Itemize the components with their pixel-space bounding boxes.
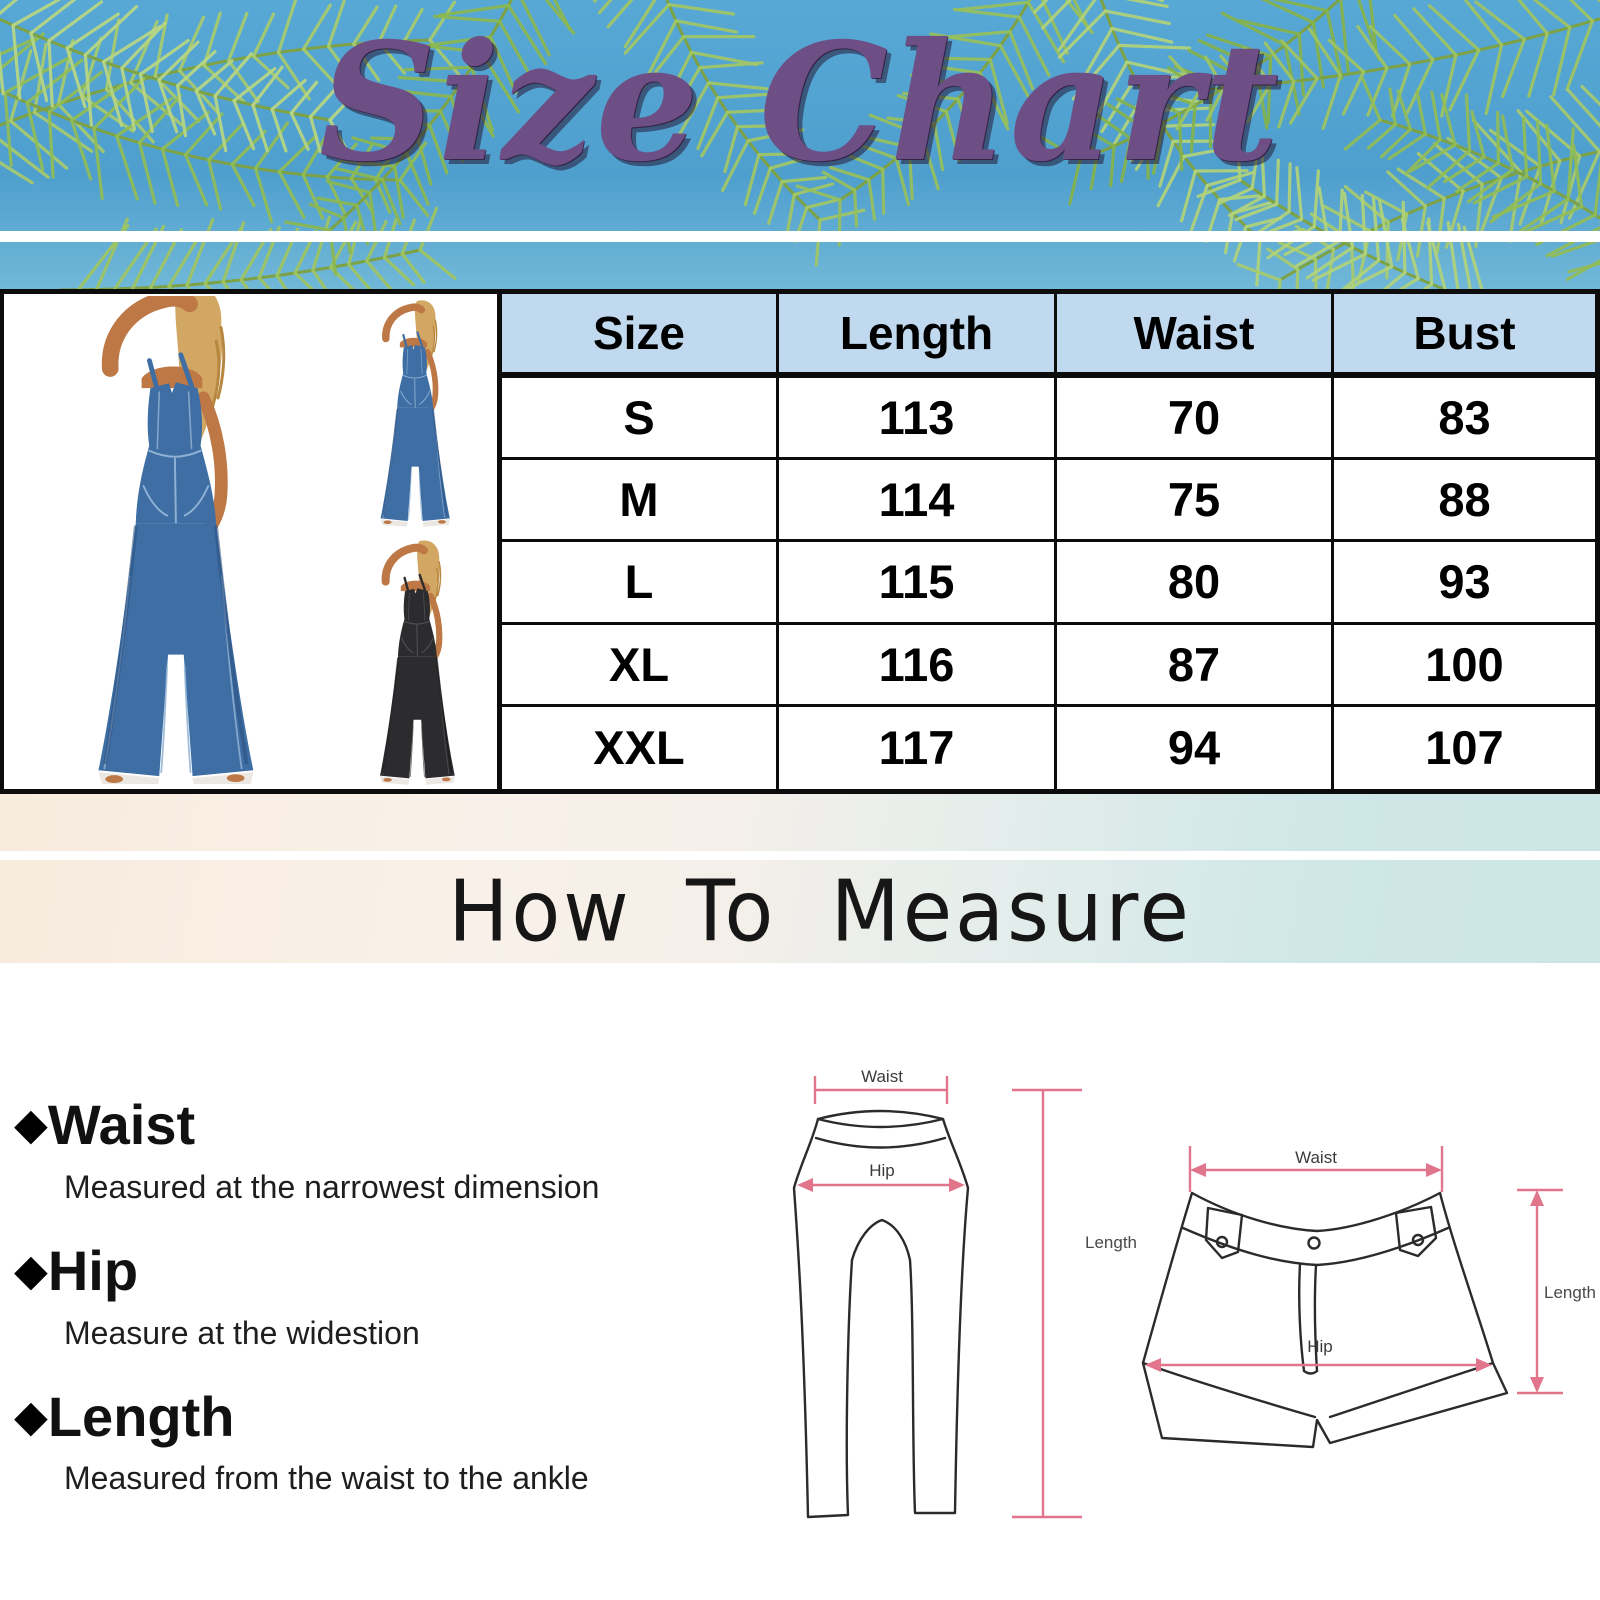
size-table-cell: 114 bbox=[779, 460, 1057, 542]
measure-item-length bbox=[14, 1384, 654, 1498]
shorts-measurement-diagram bbox=[1130, 1080, 1600, 1500]
size-table-cell: 87 bbox=[1057, 625, 1334, 707]
frame-left-border bbox=[0, 289, 4, 794]
pants-length-label: Length bbox=[1085, 1233, 1137, 1252]
size-table-cell: 115 bbox=[779, 542, 1057, 624]
shorts-length-label: Length bbox=[1544, 1283, 1596, 1302]
measure-list bbox=[14, 1093, 654, 1533]
size-table-cell: 93 bbox=[1334, 542, 1595, 624]
measure-item-description: Measured at the narrowest dimension bbox=[64, 1168, 600, 1205]
measure-item-heading bbox=[14, 1093, 654, 1156]
frame-top-border bbox=[0, 289, 1600, 294]
product-photos bbox=[4, 294, 497, 789]
diamond-bullet-icon: ◆ bbox=[14, 1391, 48, 1441]
size-table-cell: 117 bbox=[779, 707, 1057, 789]
product-photo-black-small bbox=[340, 540, 490, 786]
jumpsuit-figure bbox=[98, 296, 253, 784]
page-title: Size Chart bbox=[319, 8, 1281, 198]
size-table-cell: 94 bbox=[1057, 707, 1334, 789]
pants-waist-label: Waist bbox=[861, 1067, 903, 1086]
product-photo-main bbox=[10, 296, 332, 784]
size-table-cell: 116 bbox=[779, 625, 1057, 707]
measure-item-label: Waist bbox=[47, 1093, 196, 1156]
size-table-cell: XL bbox=[502, 625, 779, 707]
size-table-cell: 107 bbox=[1425, 721, 1504, 775]
size-table-header-length: Length bbox=[779, 294, 1057, 378]
measure-item-label: Length bbox=[47, 1384, 235, 1448]
measure-item-label: Hip bbox=[47, 1238, 139, 1302]
how-to-measure-title: How To Measure bbox=[448, 862, 1192, 961]
diamond-bullet-icon: ◆ bbox=[14, 1100, 48, 1150]
beach-band-top bbox=[0, 794, 1600, 851]
size-table-cell: 80 bbox=[1057, 542, 1334, 624]
pants-measure-lines bbox=[797, 1076, 1082, 1517]
pants-hip-label: Hip bbox=[869, 1161, 895, 1180]
size-table-header-size: Size bbox=[502, 294, 779, 378]
measure-item-description: Measure at the widestion bbox=[64, 1314, 420, 1351]
size-table-cell: 100 bbox=[1334, 625, 1595, 707]
size-table-cell: M bbox=[502, 460, 779, 542]
size-table-cell: 83 bbox=[1334, 378, 1595, 460]
diamond-bullet-icon: ◆ bbox=[14, 1246, 48, 1296]
measure-item-description: Measured from the waist to the ankle bbox=[64, 1460, 589, 1497]
measure-item-heading bbox=[14, 1384, 654, 1448]
shorts-outline bbox=[1143, 1193, 1507, 1447]
size-table bbox=[497, 289, 1600, 794]
jumpsuit-figure bbox=[380, 540, 455, 784]
measure-item-hip bbox=[14, 1238, 654, 1352]
size-table-cell: L bbox=[502, 542, 779, 624]
measure-item-waist bbox=[14, 1093, 654, 1206]
frame-bottom-border bbox=[0, 789, 1600, 794]
hero-banner bbox=[0, 0, 1600, 293]
size-table-header-bust: Bust bbox=[1334, 294, 1595, 378]
size-table-cell: 88 bbox=[1334, 460, 1595, 542]
jumpsuit-figure bbox=[381, 300, 450, 526]
divider-line bbox=[0, 231, 1600, 242]
shorts-measure-lines bbox=[1145, 1146, 1563, 1393]
size-table-cell: 70 bbox=[1057, 378, 1334, 460]
shorts-hip-label: Hip bbox=[1307, 1337, 1333, 1356]
product-photo-blue-small bbox=[346, 300, 480, 528]
size-table-cell: 75 bbox=[1057, 460, 1334, 542]
how-to-measure-banner bbox=[0, 860, 1600, 963]
pants-measurement-diagram bbox=[700, 1020, 1150, 1600]
size-table-cell: S bbox=[502, 378, 779, 460]
size-table-cell: XXL bbox=[502, 707, 779, 789]
shorts-waist-label: Waist bbox=[1295, 1148, 1337, 1167]
measure-item-heading bbox=[14, 1238, 654, 1302]
size-table-cell: 113 bbox=[779, 378, 1057, 460]
size-table-header-waist: Waist bbox=[1057, 294, 1334, 378]
